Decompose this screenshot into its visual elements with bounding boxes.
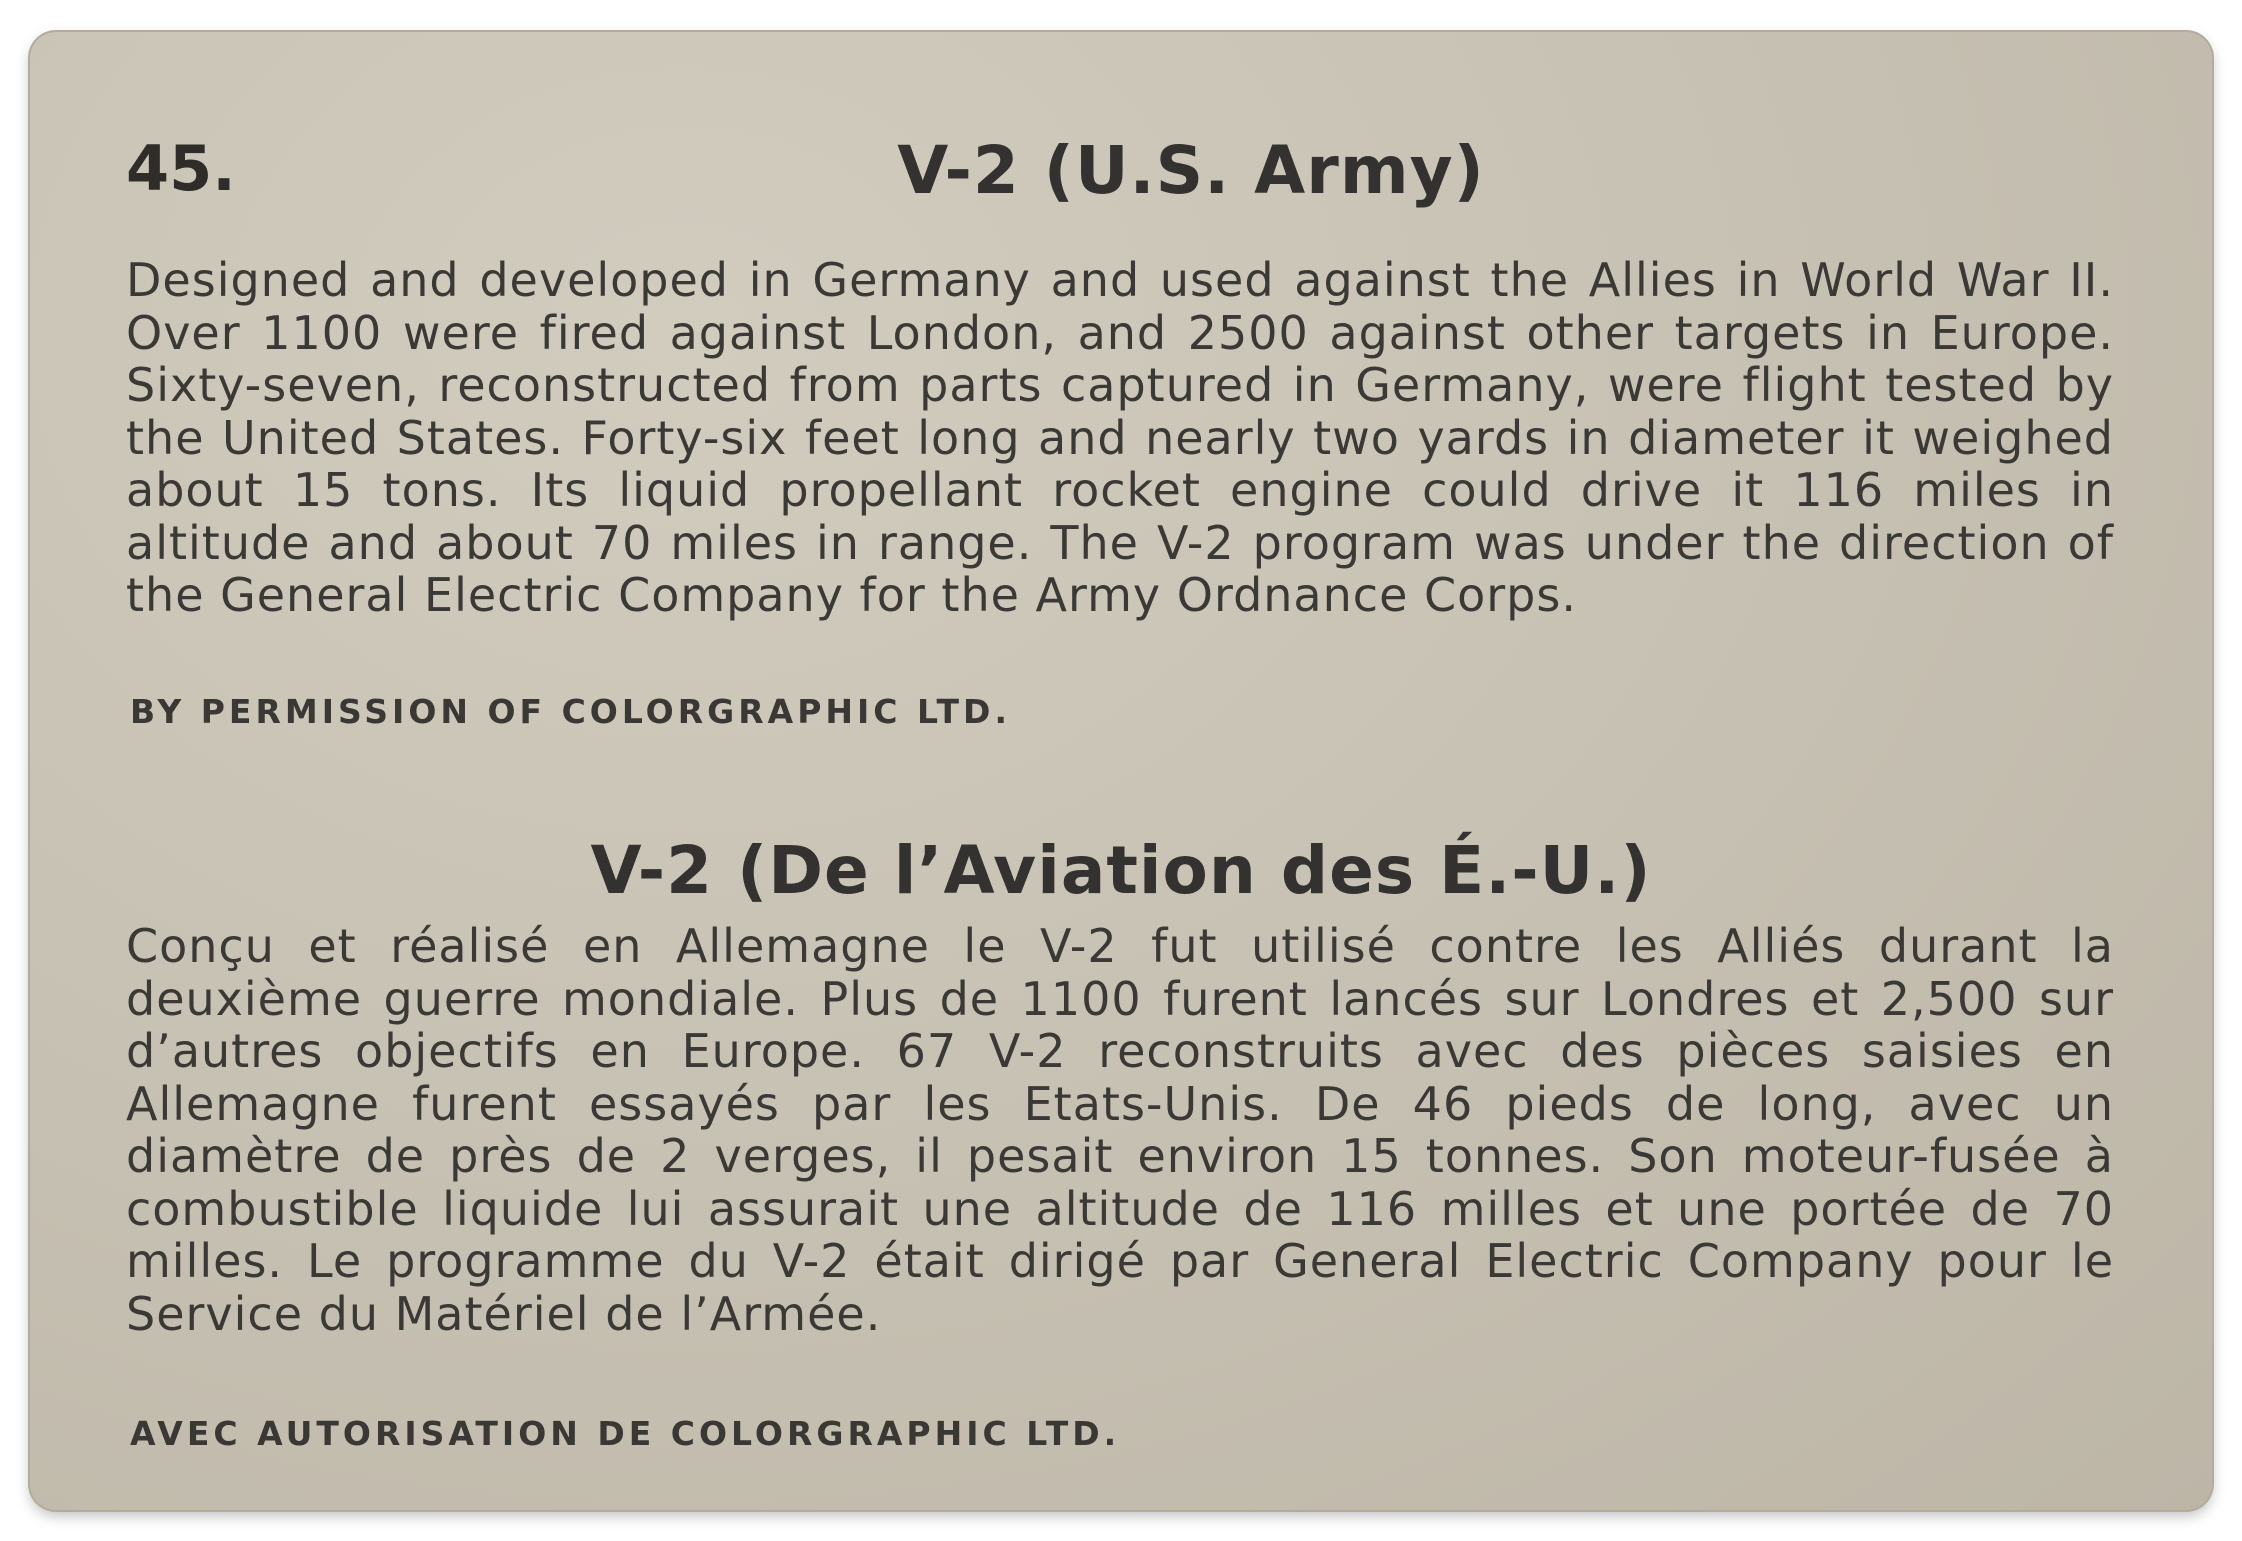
french-credit: AVEC AUTORISATION DE COLORGRAPHIC LTD. <box>130 1414 1121 1453</box>
trading-card-back <box>30 32 2212 1510</box>
card-number: 45. <box>126 132 236 205</box>
english-title: V-2 (U.S. Army) <box>897 132 1485 209</box>
french-description: Conçu et réalisé en Allemagne le V-2 fut utilisé contre les Alliés durant la deuxième guerre mondiale. Plus de 1100 furent lancés sur Londres et 2,500 sur d’autres objectifs en Europe. 67 V-2 reconstruits avec des pièces saisies en Allemagne furent essayés par les Etats-Unis. De 46 pieds de long, avec un diamètre de près de 2 verges, il pesait environ 15 tonnes. Son moteur-fusée à combustible liquide lui assurait une altitude de 116 milles et une portée de 70 milles. Le programme du V-2 était dirigé par General Electric Company pour le Service du Matériel de l’Armée. <box>126 919 2114 1341</box>
english-credit: BY PERMISSION OF COLORGRAPHIC LTD. <box>130 692 1011 731</box>
english-description: Designed and developed in Germany and used against the Allies in World War II. Over 1100 were fired against London, and 2500 against other targets in Europe. Sixty-seven, reconstructed from parts captured in Germany, were flight tested by the United States. Forty-six feet long and nearly two yards in diameter it weighed about 15 tons. Its liquid propellant rocket engine could drive it 116 miles in altitude and about 70 miles in range. The V-2 program was under the direction of the General Electric Company for the Army Ordnance Corps. <box>126 253 2114 622</box>
french-title: V-2 (De l’Aviation des É.-U.) <box>590 832 1652 909</box>
